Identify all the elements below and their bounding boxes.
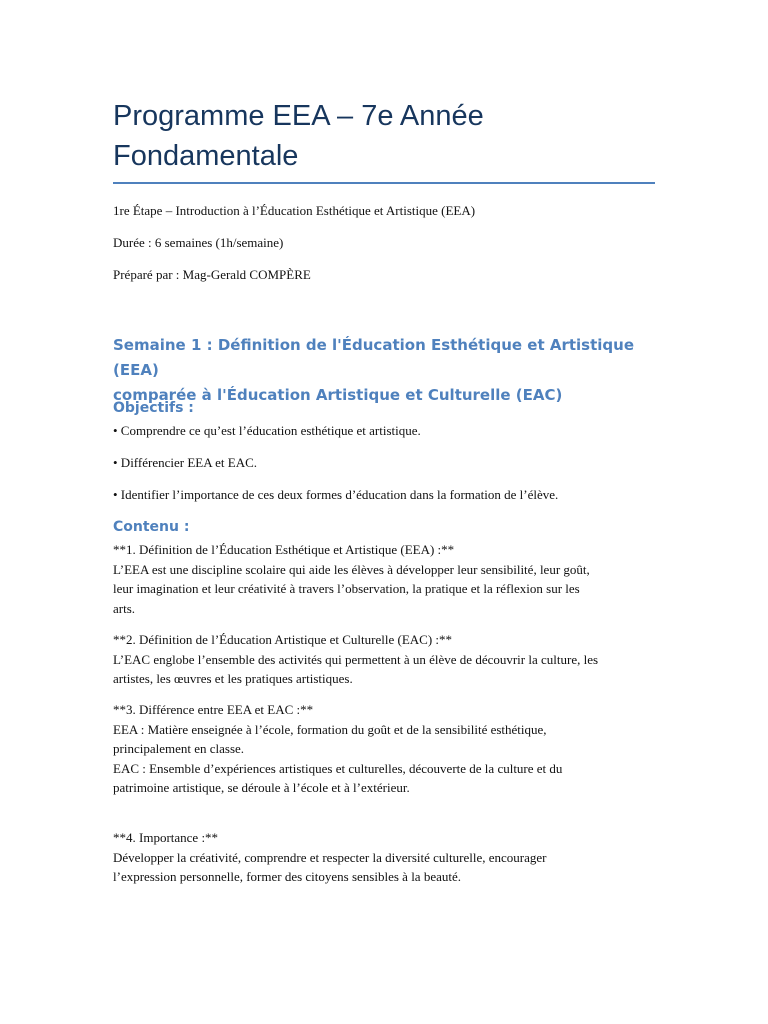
- title-line-2: Fondamentale: [113, 140, 299, 172]
- week1-heading-line-1: Semaine 1 : Définition de l'Éducation Esthétique et Artistique (EEA): [113, 336, 635, 379]
- contenu-p2-line: **2. Définition de l’Éducation Artistique et Culturelle (EAC) :**: [113, 632, 453, 647]
- stage-line: 1re Étape – Introduction à l’Éducation Esthétique et Artistique (EEA): [113, 203, 476, 218]
- title-underline: [113, 182, 655, 184]
- contenu-paragraph-2: [113, 630, 658, 689]
- contenu-p1-line: L’EEA est une discipline scolaire qui aide les élèves à développer leur sensibilité, leur goût,: [113, 561, 590, 577]
- week1-heading-line-2: comparée à l'Éducation Artistique et Culturelle (EAC): [113, 386, 563, 404]
- title-block: [113, 96, 655, 184]
- contenu-p4-line: l’expression personnelle, former des citoyens sensibles à la beauté.: [113, 869, 461, 884]
- title-line-1: Programme EEA – 7e Année: [113, 100, 484, 132]
- contenu-paragraph-4: [113, 828, 658, 887]
- contenu-p3-line: patrimoine artistique, se déroule à l’école et à l’extérieur.: [113, 780, 410, 795]
- contenu-p4-line: **4. Importance :**: [113, 830, 219, 845]
- week1-heading: [113, 333, 658, 408]
- objectifs-heading: Objectifs :: [113, 400, 194, 416]
- contenu-paragraph-1: [113, 540, 658, 618]
- objectif-item-3: • Identifier l’importance de ces deux formes d’éducation dans la formation de l’élève.: [113, 487, 559, 502]
- document-title: [113, 96, 655, 176]
- contenu-p4-line: Développer la créativité, comprendre et respecter la diversité culturelle, encourager: [113, 849, 547, 865]
- objectif-item-2: • Différencier EEA et EAC.: [113, 455, 258, 470]
- contenu-p2-line: artistes, les œuvres et les pratiques artistiques.: [113, 671, 353, 686]
- contenu-p3-line: **3. Différence entre EEA et EAC :**: [113, 702, 314, 717]
- author-line: Préparé par : Mag-Gerald COMPÈRE: [113, 267, 311, 282]
- contenu-p3-line: EAC : Ensemble d’expériences artistiques et culturelles, découverte de la culture et du: [113, 760, 563, 776]
- contenu-p3-line: principalement en classe.: [113, 741, 245, 756]
- contenu-p1-line: arts.: [113, 600, 136, 616]
- objectif-item-1: • Comprendre ce qu’est l’éducation esthétique et artistique.: [113, 423, 421, 438]
- contenu-p2-line: L’EAC englobe l’ensemble des activités qui permettent à un élève de découvrir la culture, les: [113, 651, 599, 667]
- contenu-heading: Contenu :: [113, 519, 190, 535]
- contenu-p1-line: leur imagination et leur créativité à travers l’observation, la pratique et la réflexion sur les: [113, 581, 580, 596]
- duration-line: Durée : 6 semaines (1h/semaine): [113, 235, 284, 250]
- contenu-paragraph-3: [113, 700, 658, 798]
- contenu-p3-line: EEA : Matière enseignée à l’école, formation du goût et de la sensibilité esthétique,: [113, 721, 547, 737]
- contenu-p1-line: **1. Définition de l’Éducation Esthétique et Artistique (EEA) :**: [113, 542, 455, 557]
